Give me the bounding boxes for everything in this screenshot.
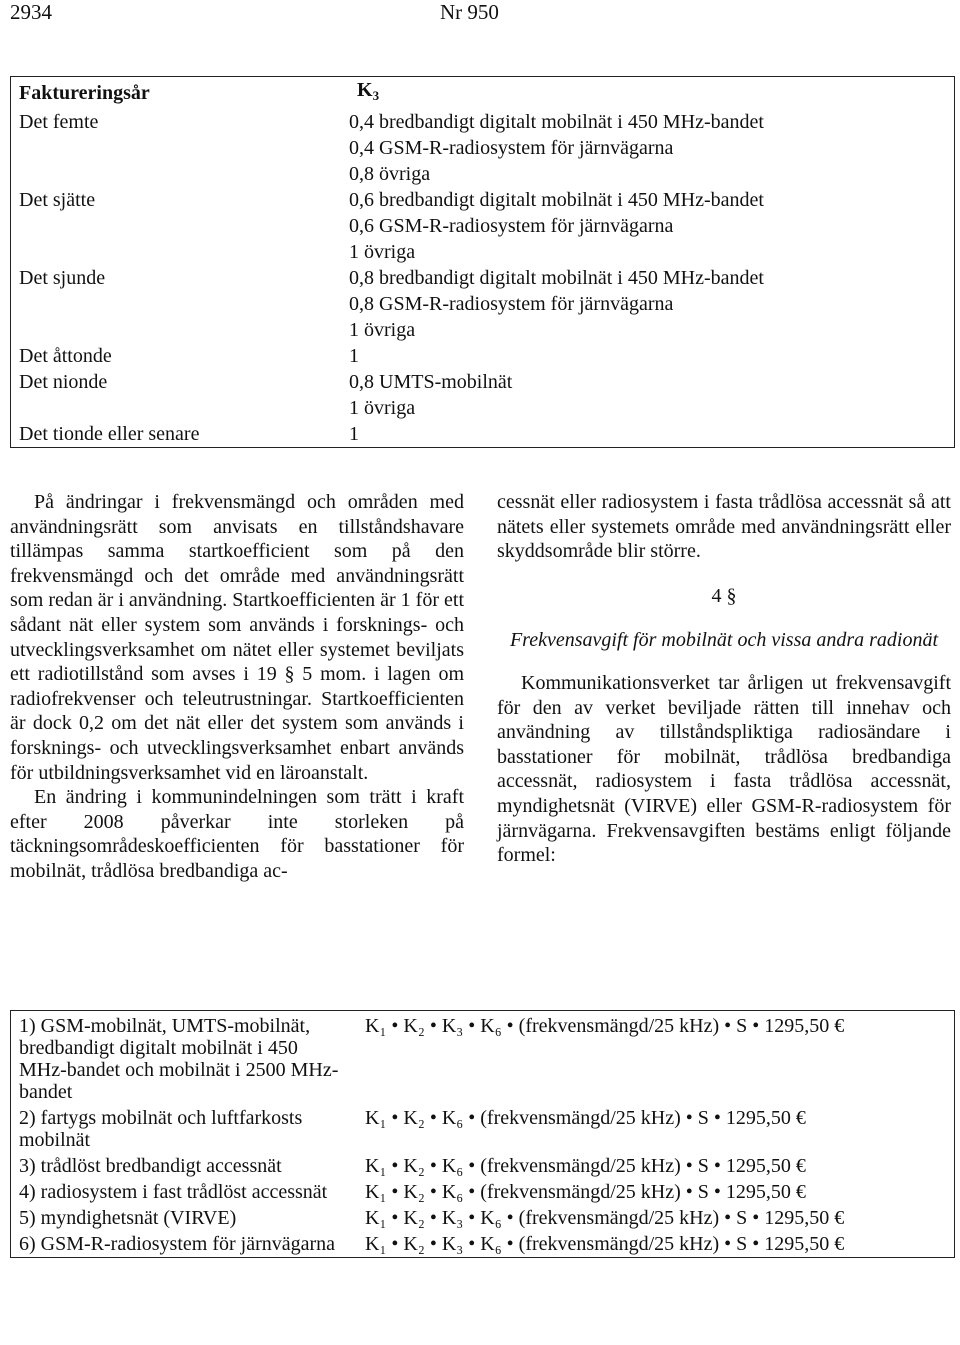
table-row xyxy=(11,1105,955,1153)
right-text-column xyxy=(497,490,951,868)
table-row xyxy=(11,1205,955,1231)
value-cell: 0,6 bredbandigt digitalt mobilnät i 450 MHz-bandet xyxy=(349,189,764,211)
value-cell: 0,8 GSM-R-radiosystem för järnvägarna xyxy=(349,293,674,315)
value-cell: 0,8 UMTS-mobilnät xyxy=(349,371,513,393)
table-row xyxy=(11,135,955,161)
year-cell: Det nionde xyxy=(19,371,108,393)
table-row xyxy=(11,161,955,187)
table-row xyxy=(11,421,955,448)
issue-number: Nr 950 xyxy=(440,0,499,24)
page-number: 2934 xyxy=(10,0,52,24)
table-row xyxy=(11,265,955,291)
network-type-cell: 3) trådlöst bredbandigt accessnät xyxy=(19,1155,282,1177)
year-cell: Det sjunde xyxy=(19,267,106,289)
formula-cell: K₁ • K₂ • K₃ • K₆ • (frekvensmängd/25 kHz) • S • 1295,50 € xyxy=(365,1233,845,1255)
table-header-row xyxy=(11,77,955,110)
paragraph: cessnät eller radiosystem i fasta trådlösa accessnät så att nätets eller systemets område med användningsrätt eller skyddsområde blir större. xyxy=(497,491,951,563)
section-number: 4 § xyxy=(711,584,737,607)
table-row xyxy=(11,317,955,343)
network-type-cell: 1) GSM-mobilnät, UMTS-mobilnät, bredbandigt digitalt mobilnät i 450 MHz-bandet och mobilnät i 2500 MHz-bandet xyxy=(19,1015,339,1103)
value-cell: 0,4 GSM-R-radiosystem för järnvägarna xyxy=(349,137,674,159)
formula-cell: K₁ • K₂ • K₆ • (frekvensmängd/25 kHz) • S • 1295,50 € xyxy=(365,1107,806,1129)
formula-cell: K₁ • K₂ • K₆ • (frekvensmängd/25 kHz) • S • 1295,50 € xyxy=(365,1155,806,1177)
value-cell: 0,8 bredbandigt digitalt mobilnät i 450 MHz-bandet xyxy=(349,267,764,289)
formula-cell: K₁ • K₂ • K₃ • K₆ • (frekvensmängd/25 kHz) • S • 1295,50 € xyxy=(365,1015,845,1037)
table-row xyxy=(11,187,955,213)
table-row xyxy=(11,1179,955,1205)
table-row xyxy=(11,291,955,317)
table-row xyxy=(11,239,955,265)
fee-formula-table xyxy=(10,1010,955,1258)
network-type-cell: 5) myndighetsnät (VIRVE) xyxy=(19,1207,237,1229)
paragraph: På ändringar i frekvensmängd och områden med användningsrätt som anvisats en tillståndshavare tillämpas samma startkoefficient som på den frekvensmängd och det område med användningsrätt som redan är i användning. Startkoefficienten är 1 för ett sådant nät eller system som används i forsknings- och utvecklingsverksamhet om nätet eller systemet beviljats ett radiotillstånd som avses i 19 § 5 mom. i lagen om radiofrekvenser och teleutrustningar. Startkoefficienten är dock 0,2 om det nät eller det system som används i forsknings- och utvecklingsverksamhet enbart används för utbildningsverksamhet vid en läroanstalt. xyxy=(10,491,464,784)
paragraph: En ändring i kommunindelningen som trätt i kraft efter 2008 påverkar inte storleken på täckningsområdeskoefficienten för basstationer för mobilnät, trådlösa bredbandiga ac- xyxy=(10,786,464,882)
year-cell: Det femte xyxy=(19,111,99,133)
table-row xyxy=(11,1011,955,1106)
k3-coefficient-table xyxy=(10,76,955,448)
value-cell: 0,8 övriga xyxy=(349,163,431,185)
formula-cell: K₁ • K₂ • K₆ • (frekvensmängd/25 kHz) • S • 1295,50 € xyxy=(365,1181,806,1203)
paragraph: Kommunikationsverket tar årligen ut frekvensavgift för den av verket beviljade rätten till innehav och användning av tillståndspliktiga radiosändare i basstationer för mobilnät, trådlösa bredbandiga accessnät, radiosystem i fasta trådlösa accessnät, myndighetsnät (VIRVE) eller GSM-R-radiosystem för järnvägarna. Frekvensavgiften bestäms enligt följande formel: xyxy=(497,671,951,867)
network-type-cell: 2) fartygs mobilnät och luftfarkosts mobilnät xyxy=(19,1107,303,1151)
value-cell: 1 övriga xyxy=(349,241,416,263)
section-heading: Frekvensavgift för mobilnät och vissa andra radionät xyxy=(509,629,939,652)
table-row xyxy=(11,213,955,239)
network-type-cell: 6) GSM-R-radiosystem för järnvägarna xyxy=(19,1233,336,1255)
value-cell: 1 övriga xyxy=(349,319,416,341)
left-text-column xyxy=(10,490,464,884)
value-cell: 1 xyxy=(349,345,359,367)
value-cell: 0,4 bredbandigt digitalt mobilnät i 450 MHz-bandet xyxy=(349,111,764,133)
year-cell: Det sjätte xyxy=(19,189,96,211)
year-cell: Det åttonde xyxy=(19,345,112,367)
table-row xyxy=(11,343,955,369)
header-billing-year: Faktureringsår xyxy=(19,82,150,104)
table-row xyxy=(11,395,955,421)
network-type-cell: 4) radiosystem i fast trådlöst accessnät xyxy=(19,1181,328,1203)
header-k3: $K_3$ xyxy=(357,79,380,103)
table-row xyxy=(11,369,955,395)
value-cell: 1 övriga xyxy=(349,397,416,419)
value-cell: 1 xyxy=(349,423,359,445)
formula-cell: K₁ • K₂ • K₃ • K₆ • (frekvensmängd/25 kHz) • S • 1295,50 € xyxy=(365,1207,845,1229)
table-row xyxy=(11,109,955,135)
value-cell: 0,6 GSM-R-radiosystem för järnvägarna xyxy=(349,215,674,237)
table-row xyxy=(11,1153,955,1179)
year-cell: Det tionde eller senare xyxy=(19,423,200,445)
table-row xyxy=(11,1231,955,1258)
